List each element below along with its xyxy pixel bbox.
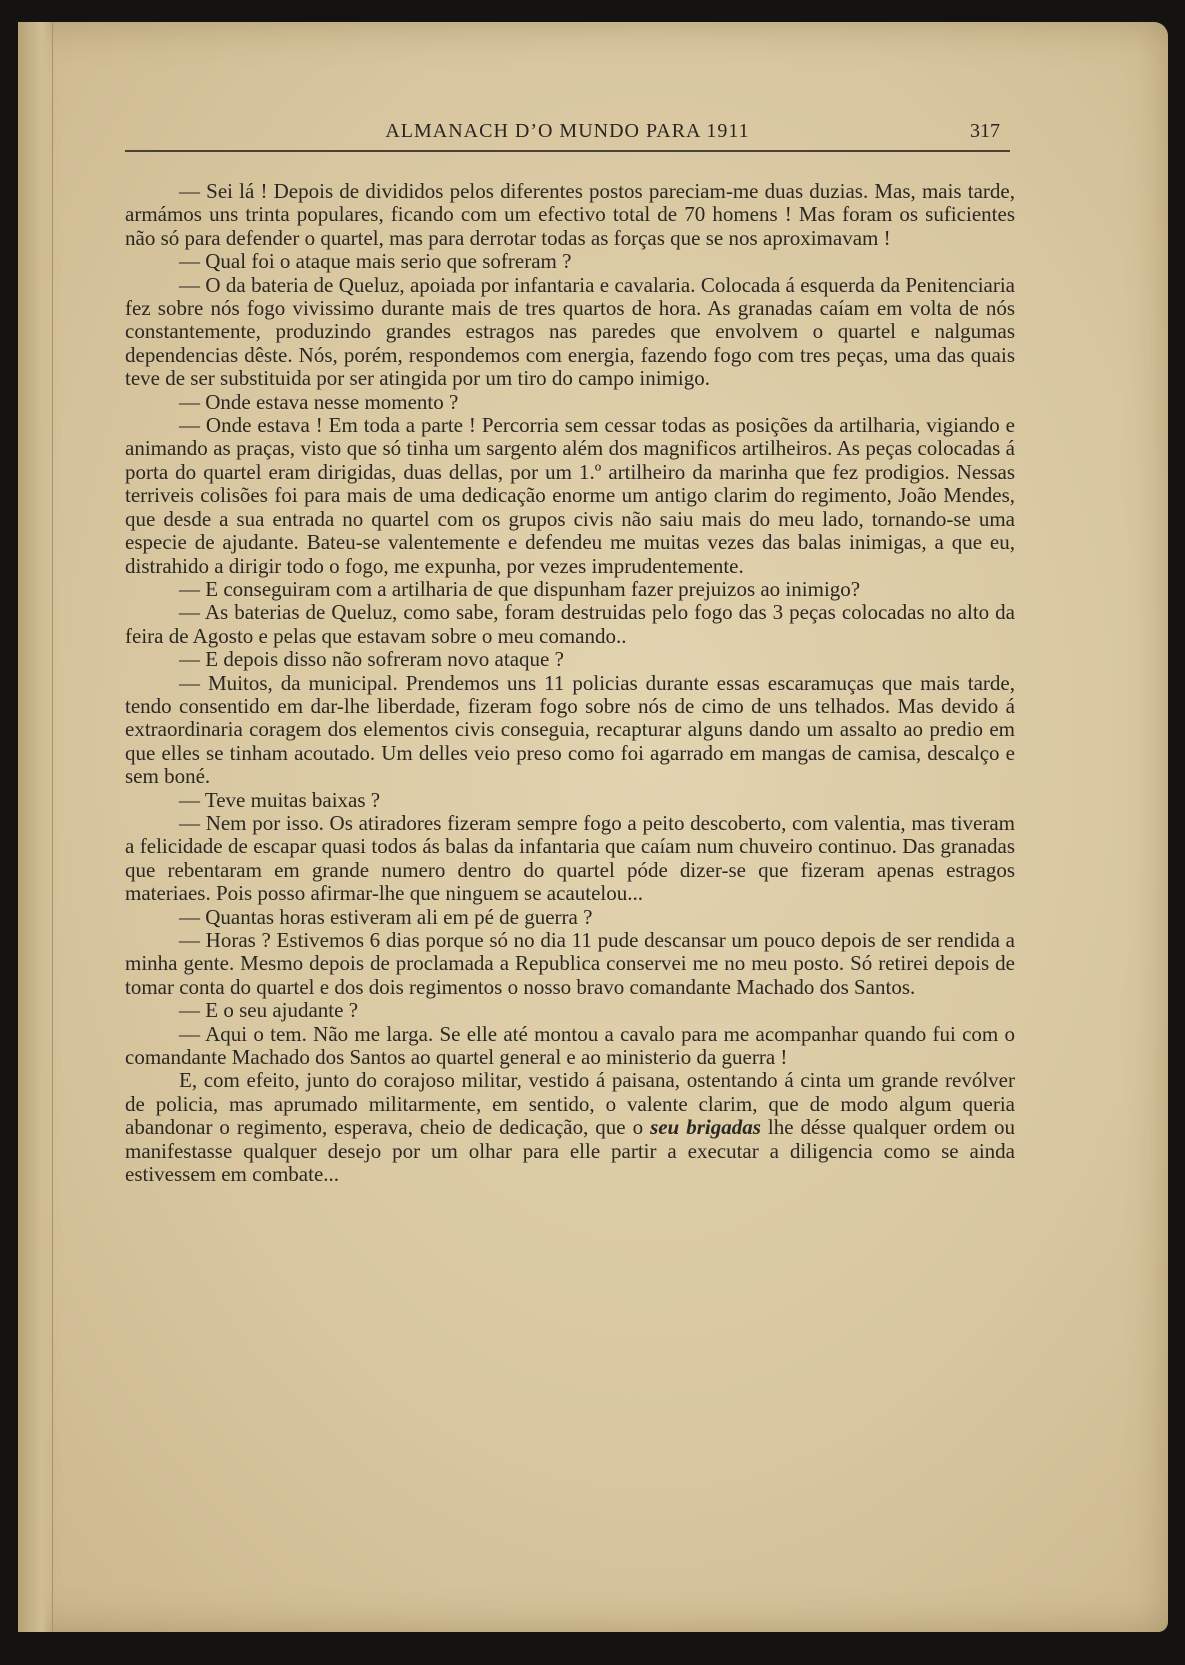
paragraph: — Quantas horas estiveram ali em pé de guerra ? [179, 904, 593, 929]
header-rule [125, 150, 1010, 152]
paragraph: — Horas ? Estivemos 6 dias porque só no dia 11 pude descansar um pouco depois de ser rendida a minha gente. Mesmo depois de proclamada a Republica conservei me no meu posto. Só retirei depois de tomar conta do quartel e dos dois regimentos o nosso bravo comandante Machado dos Santos. [125, 928, 1015, 999]
article-body [125, 180, 1015, 1186]
paragraph: — E conseguiram com a artilharia de que dispunham fazer prejuizos ao inimigo? [179, 576, 861, 601]
paragraph: — Teve muitas baixas ? [179, 787, 381, 812]
paragraph: — Sei lá ! Depois de divididos pelos diferentes postos pareciam-me duas duzias. Mas, mais tarde, armámos uns trinta populares, ficando com um efectivo total de 70 homens ! Mas foram os suficientes não só para defender o quartel, mas para derrotar todas as forças que se nos aproximavam ! [125, 179, 1015, 250]
paragraph: — Onde estava ! Em toda a parte ! Percorria sem cessar todas as posições da artilharia, vigiando e animando as praças, visto que só tinha um sargento além dos magnificos artilheiros. As peças colocadas á porta do quartel eram dirigidas, duas dellas, por um 1.º artilheiro da marinha que fez prodigios. Nessas terriveis colisões foi para mais de uma dedicação enorme um antigo clarim do regimento, João Mendes, que desde a sua entrada no quartel com os grupos civis não saiu mais do meu lado, tornando-se uma especie de ajudante. Bateu-se valentemente e defendeu me muitas vezes das balas inimigas, a que eu, distrahido a dirigir todo o fogo, me expunha, por vezes imprudentemente. [125, 413, 1015, 578]
paragraph: — Onde estava nesse momento ? [179, 389, 459, 414]
paragraph: — O da bateria de Queluz, apoiada por infantaria e cavalaria. Colocada á esquerda da Penitenciaria fez sobre nós fogo vivissimo durante mais de tres quartos de hora. As granadas caíam em volta de nós constantemente, produzindo grandes estragos nas paredes que envolvem o quartel e nalgumas dependencias dêste. Nós, porém, respondemos com energia, fazendo fogo com tres peças, uma das quais teve de ser substituida por ser atingida por um tiro do campo inimigo. [125, 272, 1015, 391]
page-spine [18, 22, 53, 1632]
paragraph: — Muitos, da municipal. Prendemos uns 11 policias durante essas escaramuças que mais tarde, tendo consentido em dar-lhe liberdade, fizeram fogo sobre nós de cimo de uns telhados. Mas devido á extraordinaria coragem dos elementos civis conseguia, recapturar alguns dando um assalto ao predio em que elles se tinham acoutado. Um delles veio preso como foi agarrado em mangas de camisa, descalço e sem boné. [125, 670, 1015, 789]
page-number: 317 [970, 120, 1000, 142]
final-paragraph-text-end: lhe désse qualquer ordem ou manifestasse qualquer desejo por um olhar para elle partir a executar a diligencia como se ainda estivessem em combate... [125, 1115, 1015, 1187]
paragraph: — E o seu ajudante ? [179, 998, 359, 1023]
running-header [125, 100, 1010, 140]
paragraph: — Nem por isso. Os atiradores fizeram sempre fogo a peito descoberto, com valentia, mas tiveram a felicidade de escapar quasi todos ás balas da infantaria que caíam num chuveiro continuo. Das granadas que rebentaram em grande numero dentro do quartel póde dizer-se que fizeram apenas estragos materiaes. Pois posso afirmar-lhe que ninguem se acautelou... [125, 810, 1015, 906]
paragraph: — Aqui o tem. Não me larga. Se elle até montou a cavalo para me acompanhar quando fui com o comandante Machado dos Santos ao quartel general e ao ministerio da guerra ! [125, 1021, 1015, 1070]
emphasis-seu-brigadas: seu brigadas [650, 1115, 761, 1140]
final-paragraph-text: E, com efeito, junto do corajoso militar, vestido á paisana, ostentando á cinta um grande revólver de policia, mas aprumado militarmente, em sentido, o valente clarim, que de modo algum queria abandonar o regimento, esperava, cheio de dedicação, que o [125, 1068, 1015, 1140]
paragraph: — E depois disso não sofreram novo ataque ? [179, 647, 564, 672]
paragraph: — As baterias de Queluz, como sabe, foram destruidas pelo fogo das 3 peças colocadas no alto da feira de Agosto e pelas que estavam sobre o meu comando.. [125, 600, 1015, 648]
final-paragraph [125, 1069, 1015, 1186]
header-title: ALMANACH D’O MUNDO PARA 1911 [385, 120, 750, 142]
paragraph: — Qual foi o ataque mais serio que sofreram ? [179, 249, 572, 274]
